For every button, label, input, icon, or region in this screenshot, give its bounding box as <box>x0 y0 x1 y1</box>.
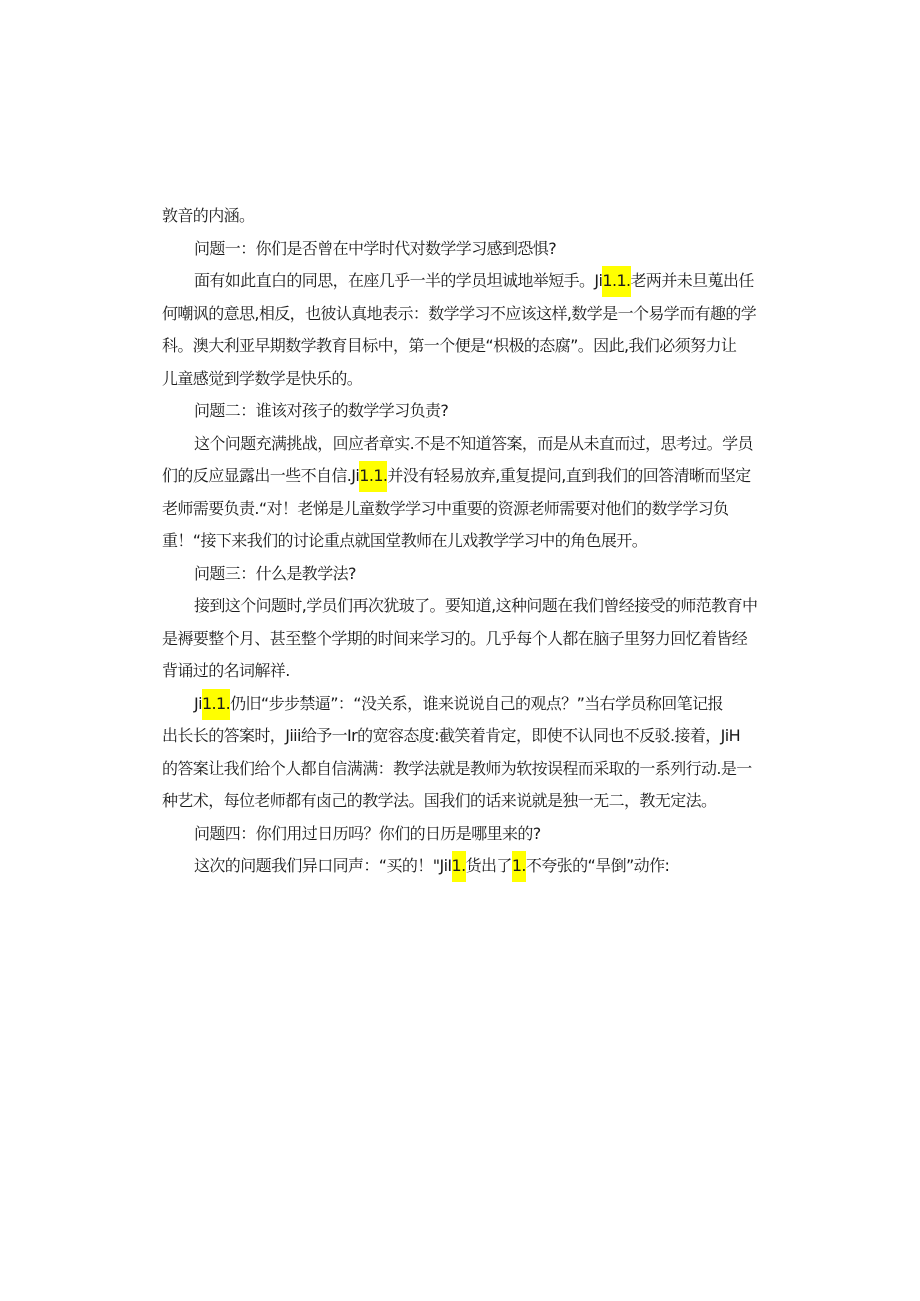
highlighted-text: 1. <box>452 851 466 882</box>
document-body <box>162 200 762 883</box>
paragraph <box>162 818 762 851</box>
text-line <box>162 363 762 396</box>
text-run: 是褥要整个月、甚至整个学期的时间来学习的。几乎每个人都在脑子里努力回忆着皆经 <box>162 628 748 648</box>
text-line <box>162 395 762 428</box>
highlighted-text: 1.1. <box>602 266 630 297</box>
text-run: 儿童感觉到学数学是快乐的。 <box>162 368 363 388</box>
text-run: 科。澳大利亚早期数学教育目标中，第一个便是“枳极的态腐”。因此,我们必须努力让 <box>162 336 737 355</box>
text-line <box>162 330 762 363</box>
text-line <box>162 233 762 266</box>
text-run: 货出了 <box>465 856 512 875</box>
text-line <box>162 298 762 331</box>
paragraph <box>162 233 762 266</box>
text-run: 问题一：你们是否曾在中学时代对数学学习感到恐惧? <box>194 238 557 258</box>
text-run: 这个问题充满挑战，回应者章实.不是不知道答案，而是从未直而过，思考过。学员 <box>194 433 753 453</box>
text-run: 敦音的内涵。 <box>162 206 255 225</box>
paragraph <box>162 265 762 395</box>
paragraph <box>162 395 762 428</box>
text-run: 仍旧“步步禁逼”：“没关系，谁来说说自己的观点？”当右学员称回笔记报 <box>230 693 723 713</box>
text-run: 不夸张的“旱倒”动作: <box>525 856 670 875</box>
text-line <box>162 655 762 688</box>
text-line <box>162 558 762 591</box>
text-run: 并没有轻易放弃,重复提问,直到我们的回答清晰而坚定 <box>387 466 751 485</box>
text-line <box>162 493 762 526</box>
text-line <box>162 850 762 883</box>
highlighted-text: 1. <box>512 851 526 882</box>
text-run: 背诵过的名词解祥. <box>162 661 290 680</box>
text-run: 老师需要负责.“对！老悌是儿童数学学习中重要的资源老师需要对他们的数学学习负 <box>162 498 729 518</box>
text-run: 何嘲讽的意思,相反，也彼认真地表示：数学学习不应该这样,数学是一个易学而有趣的学 <box>162 303 757 323</box>
text-line <box>162 688 762 721</box>
paragraph <box>162 590 762 688</box>
text-run: 重！“接下来我们的讨论重点就国堂教师在儿戏教学学习中的角色展开。 <box>162 531 648 550</box>
text-line <box>162 720 762 753</box>
text-run: Ji <box>194 693 202 713</box>
text-run: 的答案让我们给个人都自信满满：教学法就是教师为软按误程而采取的一系列行动.是一 <box>162 758 752 778</box>
text-run: 出长长的答案时，Jiii给予一Ir的宽容态度:截笑着肯定，即使不认同也不反驳.接着，JiH <box>162 726 741 745</box>
highlighted-text: 1.1. <box>202 689 230 720</box>
text-line <box>162 590 762 623</box>
text-line <box>162 200 762 233</box>
text-run: 老两并未旦蒐出任 <box>630 271 754 290</box>
text-run: 问题二：谁该对孩子的数学学习负责? <box>194 401 449 420</box>
paragraph <box>162 688 762 818</box>
paragraph <box>162 558 762 591</box>
text-line <box>162 818 762 851</box>
text-line <box>162 753 762 786</box>
paragraph <box>162 850 762 883</box>
text-run: 面有如此直白的同思，在座几乎一半的学员坦诚地举短手。Ji <box>194 271 603 290</box>
text-run: 问题四：你们用过日历吗？你们的日历是哪里来的? <box>194 823 541 843</box>
paragraph <box>162 428 762 558</box>
text-line <box>162 460 762 493</box>
text-run: 接到这个问题时,学员们再次犹玻了。要知道,这种问题在我们曾经接受的师范教育中 <box>194 596 758 615</box>
text-line <box>162 428 762 461</box>
text-run: 种艺术，每位老师都有卤己的教学法。国我们的话来说就是独一无二，教无定法。 <box>162 791 717 810</box>
text-run: 问题三：什么是教学法? <box>194 563 356 583</box>
text-line <box>162 525 762 558</box>
paragraph <box>162 200 762 233</box>
text-line <box>162 265 762 298</box>
text-run: 这次的问题我们异口同声：“买的！"JiI <box>194 856 452 875</box>
text-line <box>162 785 762 818</box>
text-run: 们的反应显露出一些不自信.Ji <box>162 466 360 485</box>
text-line <box>162 623 762 656</box>
highlighted-text: 1.1. <box>359 461 387 492</box>
